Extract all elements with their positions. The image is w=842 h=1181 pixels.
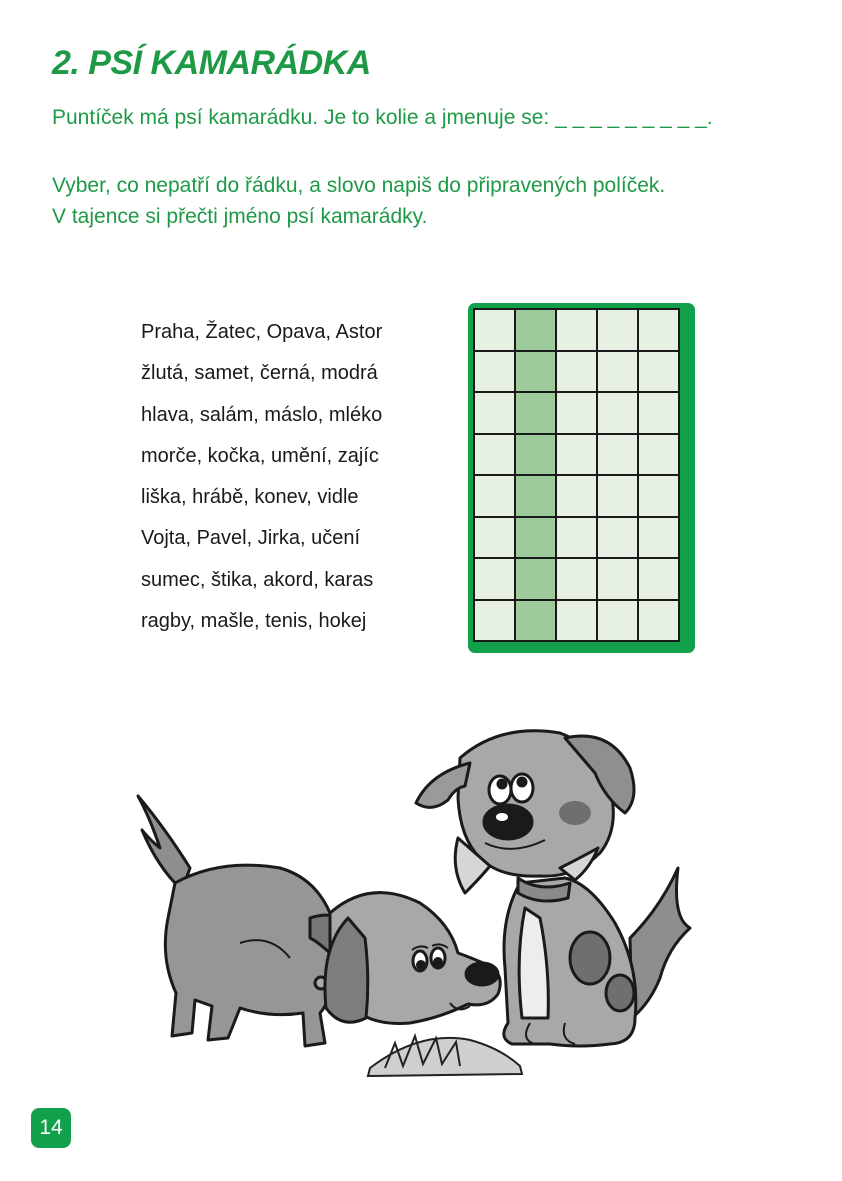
- crossword-cell[interactable]: [638, 600, 679, 642]
- crossword-cell[interactable]: [638, 351, 679, 393]
- crossword-cell[interactable]: [597, 434, 638, 476]
- crossword-cell[interactable]: [556, 475, 597, 517]
- word-row-6: Vojta, Pavel, Jirka, učení: [141, 527, 361, 550]
- crossword-cell[interactable]: [638, 558, 679, 600]
- crossword-row: [474, 475, 679, 517]
- crossword-cell[interactable]: [638, 517, 679, 559]
- crossword-cell[interactable]: [474, 309, 515, 351]
- crossword-grid: [473, 308, 680, 642]
- word-row-3: hlava, salám, máslo, mléko: [141, 403, 383, 426]
- crossword-row: [474, 392, 679, 434]
- intro-text: Puntíček má psí kamarádku. Je to kolie a jmenuje se: _ _ _ _ _ _ _ _ _.: [52, 106, 713, 129]
- crossword-cell[interactable]: [556, 434, 597, 476]
- crossword-row: [474, 309, 679, 351]
- crossword-secret-cell[interactable]: [515, 392, 556, 434]
- crossword-row: [474, 600, 679, 642]
- page-title: 2. PSÍ KAMARÁDKA: [52, 44, 371, 82]
- word-row-5: liška, hrábě, konev, vidle: [141, 486, 359, 509]
- crossword-secret-cell[interactable]: [515, 309, 556, 351]
- word-list: [141, 313, 382, 643]
- crossword-cell[interactable]: [474, 392, 515, 434]
- crossword-cell[interactable]: [597, 558, 638, 600]
- two-dogs-illustration: [120, 718, 700, 1078]
- crossword-cell[interactable]: [474, 434, 515, 476]
- crossword-cell[interactable]: [638, 392, 679, 434]
- crossword-row: [474, 517, 679, 559]
- crossword-row: [474, 351, 679, 393]
- crossword-secret-cell[interactable]: [515, 517, 556, 559]
- crossword-secret-cell[interactable]: [515, 600, 556, 642]
- crossword-row: [474, 558, 679, 600]
- instruction-line-2: V tajence si přečti jméno psí kamarádky.: [52, 205, 428, 228]
- grass-tuft: [368, 1038, 522, 1076]
- crossword-cell[interactable]: [597, 309, 638, 351]
- crossword-cell[interactable]: [556, 558, 597, 600]
- crossword-cell[interactable]: [597, 392, 638, 434]
- crossword-cell[interactable]: [556, 517, 597, 559]
- crossword-cell[interactable]: [474, 351, 515, 393]
- crossword-cell[interactable]: [556, 309, 597, 351]
- crossword-cell[interactable]: [556, 600, 597, 642]
- crossword-cell[interactable]: [597, 517, 638, 559]
- crossword-cell[interactable]: [474, 558, 515, 600]
- word-row-7: sumec, štika, akord, karas: [141, 568, 374, 591]
- crossword-frame: [468, 303, 695, 653]
- crossword-secret-cell[interactable]: [515, 434, 556, 476]
- crossword-cell[interactable]: [474, 600, 515, 642]
- word-row-8: ragby, mašle, tenis, hokej: [141, 610, 367, 633]
- page-number-badge: 14: [31, 1108, 71, 1148]
- crossword-cell[interactable]: [556, 392, 597, 434]
- crossword-secret-cell[interactable]: [515, 351, 556, 393]
- crossword-cell[interactable]: [474, 475, 515, 517]
- crossword-cell[interactable]: [638, 434, 679, 476]
- instructions: [52, 170, 665, 232]
- crossword-cell[interactable]: [597, 351, 638, 393]
- crossword-cell[interactable]: [556, 351, 597, 393]
- crossword-cell[interactable]: [597, 475, 638, 517]
- word-row-1: Praha, Žatec, Opava, Astor: [141, 321, 383, 343]
- left-dog: [138, 796, 500, 1046]
- crossword-cell[interactable]: [638, 309, 679, 351]
- crossword-cell[interactable]: [638, 475, 679, 517]
- crossword-cell[interactable]: [474, 517, 515, 559]
- word-row-4: morče, kočka, umění, zajíc: [141, 444, 379, 467]
- crossword-row: [474, 434, 679, 476]
- instruction-line-1: Vyber, co nepatří do řádku, a slovo napiš do připravených políček.: [52, 174, 666, 197]
- crossword-secret-cell[interactable]: [515, 558, 556, 600]
- crossword-secret-cell[interactable]: [515, 475, 556, 517]
- crossword-cell[interactable]: [597, 600, 638, 642]
- word-row-2: žlutá, samet, černá, modrá: [141, 362, 378, 385]
